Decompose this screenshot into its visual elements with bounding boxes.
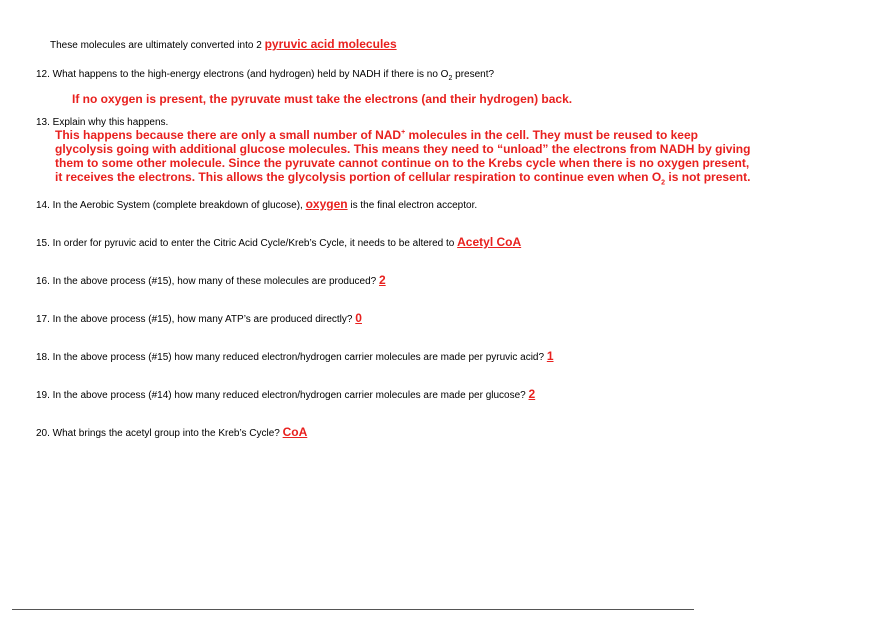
question-15	[36, 236, 521, 250]
answer-13-line-2: glycolysis going with additional glucose molecules. This means they need to “unload” the electrons from NADH by giving	[55, 142, 751, 156]
answer-13-line-1: This happens because there are only a small number of NAD+ molecules in the cell. They must be reused to keep	[55, 128, 698, 142]
question-text: 18. In the above process (#15) how many reduced electron/hydrogen carrier molecules are made per pyruvic acid?	[36, 352, 545, 363]
question-text-end: is the final electron acceptor.	[350, 200, 478, 211]
question-11	[50, 38, 397, 52]
answer-text: 2	[528, 387, 536, 401]
question-text: These molecules are ultimately converted into 2	[50, 40, 262, 51]
answer-12: If no oxygen is present, the pyruvate must take the electrons (and their hydrogen) back.	[72, 92, 573, 106]
question-19	[36, 388, 535, 402]
answer-text: 2	[378, 273, 386, 287]
question-text: 20. What brings the acetyl group into the Kreb’s Cycle?	[36, 428, 280, 439]
answer-text: CoA	[282, 425, 308, 439]
answer-text: oxygen	[305, 197, 348, 211]
footer-divider	[12, 609, 694, 610]
question-16	[36, 274, 386, 288]
question-text: 17. In the above process (#15), how many ATP’s are produced directly?	[36, 314, 353, 325]
question-text-end: present?	[452, 69, 495, 80]
question-20	[36, 426, 307, 440]
question-17	[36, 312, 362, 326]
answer-text: 1	[546, 349, 554, 363]
question-12	[36, 68, 494, 81]
answer-text: 0	[355, 311, 362, 325]
answer-text: pyruvic acid molecules	[264, 37, 397, 51]
answer-13-line-3: them to some other molecule. Since the pyruvate cannot continue on to the Krebs cycle when there is no oxygen present,	[55, 156, 750, 170]
question-14	[36, 198, 477, 212]
question-13: 13. Explain why this happens.	[36, 117, 169, 128]
answer-13	[55, 128, 751, 187]
question-text: 12. What happens to the high-energy electrons (and hydrogen) held by NADH if there is no O	[36, 69, 449, 80]
answer-text: Acetyl CoA	[457, 235, 522, 249]
answer-13-line-4: it receives the electrons. This allows the glycolysis portion of cellular respiration to continue even when $O_2$ is not present.	[55, 170, 751, 187]
question-18	[36, 350, 554, 364]
question-text: 19. In the above process (#14) how many reduced electron/hydrogen carrier molecules are made per glucose?	[36, 390, 526, 401]
question-text: 15. In order for pyruvic acid to enter the Citric Acid Cycle/Kreb’s Cycle, it needs to be altered to	[36, 238, 455, 249]
subscript: 2	[448, 75, 453, 82]
question-text: 16. In the above process (#15), how many of these molecules are produced?	[36, 276, 377, 287]
question-text: 14. In the Aerobic System (complete breakdown of glucose),	[36, 200, 303, 211]
